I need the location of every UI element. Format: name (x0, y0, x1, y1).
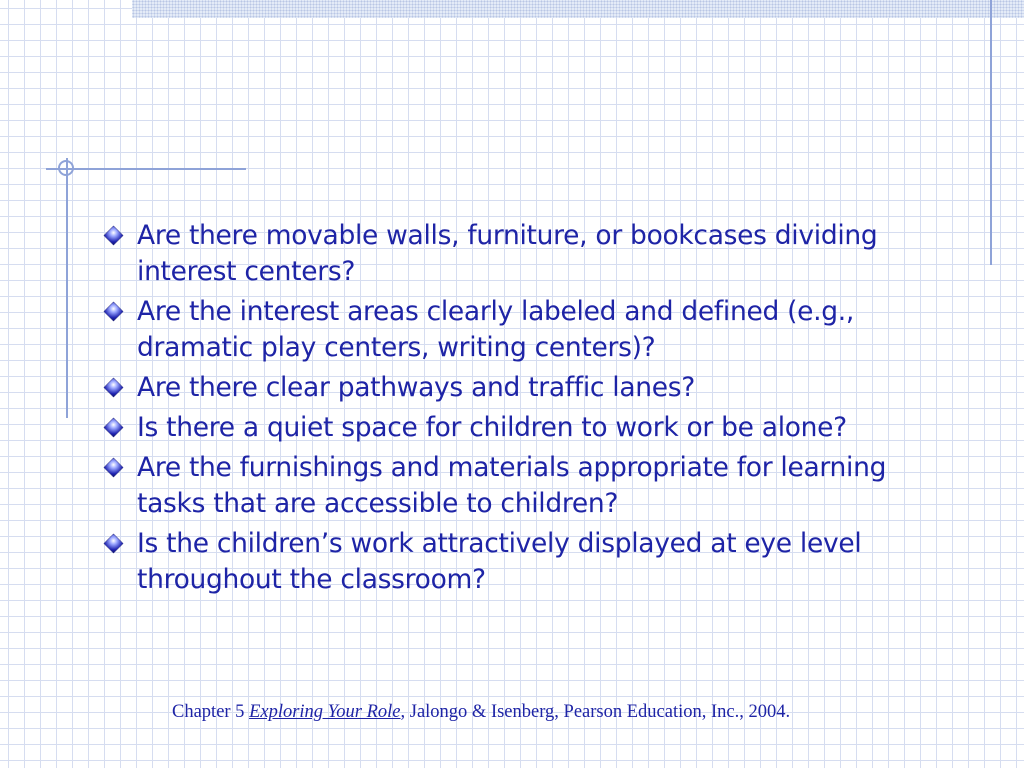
bullet-list (104, 218, 904, 602)
diamond-bullet-icon (104, 534, 122, 552)
title-underline-rule (46, 168, 246, 170)
left-vertical-rule (66, 158, 68, 418)
top-dotted-band (132, 0, 1024, 18)
right-vertical-rule (990, 0, 992, 265)
source-citation (172, 699, 892, 726)
list-item (104, 450, 904, 522)
bullet-text: Is there a quiet space for children to work or be alone? (137, 412, 847, 443)
citation-book-title: Exploring Your Role (249, 702, 401, 722)
diamond-bullet-icon (104, 226, 122, 244)
list-item (104, 218, 904, 290)
list-item (104, 294, 904, 366)
bullet-text: Is the children’s work attractively displayed at eye level throughout the classroom? (137, 528, 862, 595)
list-item (104, 410, 904, 446)
diamond-bullet-icon (104, 302, 122, 320)
bullet-text: Are there movable walls, furniture, or bookcases dividing interest centers? (137, 220, 878, 287)
citation-prefix: Chapter 5 (172, 702, 250, 722)
citation-suffix: , Jalongo & Isenberg, Pearson Education, Inc., 2004. (400, 702, 791, 722)
bullet-text: Are there clear pathways and traffic lanes? (137, 372, 696, 403)
bullet-text: Are the interest areas clearly labeled and defined (e.g., dramatic play centers, writing centers)? (137, 296, 855, 363)
bullet-text: Are the furnishings and materials appropriate for learning tasks that are accessible to children? (137, 452, 887, 519)
diamond-bullet-icon (104, 418, 122, 436)
diamond-bullet-icon (104, 378, 122, 396)
list-item (104, 370, 904, 406)
diamond-bullet-icon (104, 458, 122, 476)
ring-icon (58, 160, 74, 176)
list-item (104, 526, 904, 598)
